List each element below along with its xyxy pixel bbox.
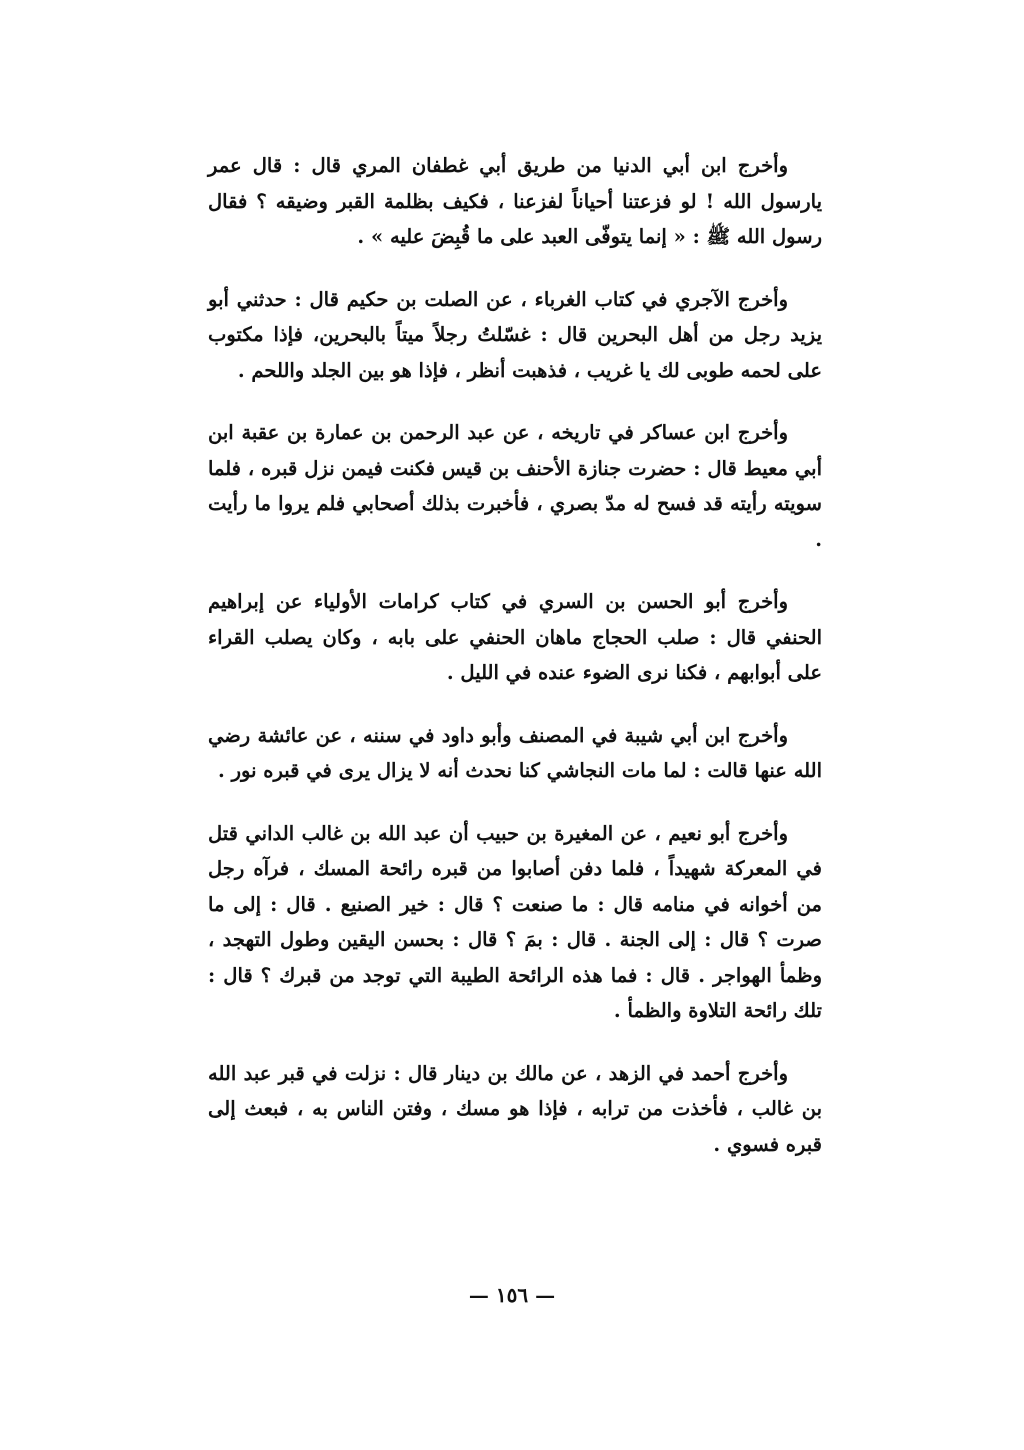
paragraph-6: وأخرج أبو نعيم ، عن المغيرة بن حبيب أن عبد الله بن غالب الداني قتل في المعركة شهيداً ، فلما دفن أصابوا من قبره رائحة المسك ، فرآه رجل من أخوانه في منامه قال : ما صنعت ؟ قال : خير الصنيع . قال : إلى ما صرت ؟ قال : إلى الجنة . قال : بمَ ؟ قال : بحسن اليقين وطول التهجد ، وظمأ الهواجر . قال : فما هذه الرائحة الطيبة التي توجد من قبرك ؟ قال : تلك رائحة التلاوة والظمأ . <box>208 821 822 1022</box>
paragraph-3: وأخرج ابن عساكر في تاريخه ، عن عبد الرحمن بن عمارة بن عقبة ابن أبي معيط قال : حضرت جنازة الأحنف بن قيس فكنت فيمن نزل قبره ، فلما سويته رأيته قد فسح له مدّ بصري ، فأخبرت بذلك أصحابي فلم يروا ما رأيت . <box>208 421 822 551</box>
paragraph-4: وأخرج أبو الحسن بن السري في كتاب كرامات الأولياء عن إبراهيم الحنفي قال : صلب الحجاج ماهان الحنفي على بابه ، وكان يصلب القراء على أبوابهم ، فكنا نرى الضوء عنده في الليل . <box>208 590 822 684</box>
paragraph-1: وأخرج ابن أبي الدنيا من طريق أبي غطفان المري قال : قال عمر يارسول الله ! لو فزعتنا أحياناً لفزعنا ، فكيف بظلمة القبر وضيقه ؟ فقال رسول الله ﷺ : « إنما يتوفّى العبد على ما قُبِضَ عليه » . <box>208 154 822 248</box>
paragraph-7: وأخرج أحمد في الزهد ، عن مالك بن دينار قال : نزلت في قبر عبد الله بن غالب ، فأخذت من ترابه ، فإذا هو مسك ، وفتن الناس به ، فبعث إلى قبره فسوي . <box>208 1061 822 1156</box>
paragraph-2: وأخرج الآجري في كتاب الغرباء ، عن الصلت بن حكيم قال : حدثني أبو يزيد رجل من أهل البحرين قال : غسّلتُ رجلاً ميتاً بالبحرين، فإذا مكتوب على لحمه طوبى لك يا غريب ، فذهبت أنظر ، فإذا هو بين الجلد واللحم . <box>208 287 822 382</box>
page-body <box>208 148 822 1189</box>
paragraph-5: وأخرج ابن أبي شيبة في المصنف وأبو داود في سننه ، عن عائشة رضي الله عنها قالت : لما مات النجاشي كنا نحدث أنه لا يزال يرى في قبره نور . <box>208 723 822 782</box>
page-number: — ١٥٦ — <box>468 1283 556 1307</box>
